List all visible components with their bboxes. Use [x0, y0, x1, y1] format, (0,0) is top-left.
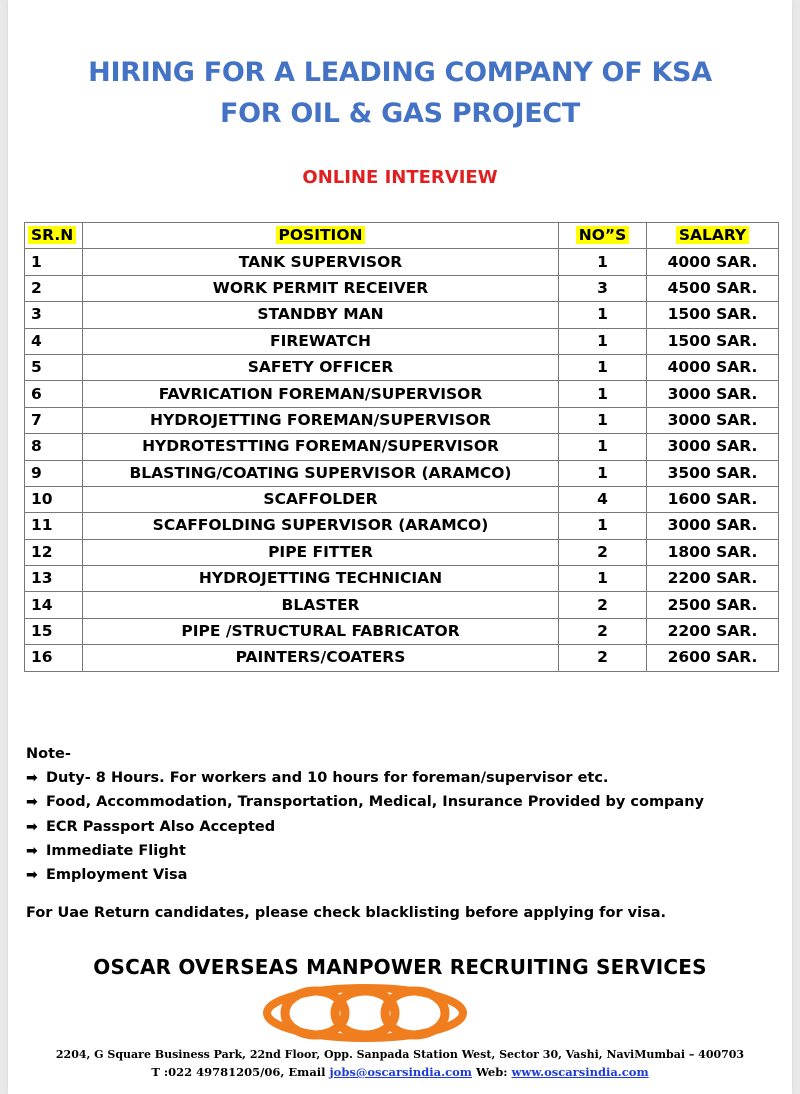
position-cell: FAVRICATION FOREMAN/SUPERVISOR	[83, 381, 559, 407]
sr-cell: 6	[25, 381, 83, 407]
table-row	[25, 434, 779, 460]
header-sr	[25, 223, 83, 249]
header-position	[83, 223, 559, 249]
note-text: ECR Passport Also Accepted	[46, 818, 276, 835]
note-item	[26, 839, 766, 863]
table-row	[25, 645, 779, 671]
sr-cell: 3	[25, 302, 83, 328]
website-link[interactable]: www.oscarsindia.com	[511, 1065, 649, 1079]
nos-cell: 1	[559, 407, 647, 433]
web-label: Web:	[471, 1065, 512, 1079]
table-row	[25, 275, 779, 301]
header-sr-label: SR.N	[28, 226, 76, 244]
table-row	[25, 460, 779, 486]
right-arrow-icon: ➡	[26, 770, 38, 787]
right-arrow-icon: ➡	[26, 867, 38, 884]
sr-cell: 10	[25, 486, 83, 512]
salary-cell: 2200 SAR.	[647, 618, 779, 644]
position-cell: PIPE /STRUCTURAL FABRICATOR	[83, 618, 559, 644]
right-arrow-icon: ➡	[26, 818, 38, 835]
position-cell: PAINTERS/COATERS	[83, 645, 559, 671]
flyer-page	[8, 0, 792, 1094]
sr-cell: 16	[25, 645, 83, 671]
table-row	[25, 618, 779, 644]
sr-cell: 15	[25, 618, 83, 644]
position-cell: SCAFFOLDING SUPERVISOR (ARAMCO)	[83, 513, 559, 539]
company-name: OSCAR OVERSEAS MANPOWER RECRUITING SERVICES	[93, 955, 707, 979]
header-nos	[559, 223, 647, 249]
position-cell: STANDBY MAN	[83, 302, 559, 328]
salary-cell: 4000 SAR.	[647, 354, 779, 380]
salary-cell: 1800 SAR.	[647, 539, 779, 565]
table-row	[25, 513, 779, 539]
position-cell: BLASTING/COATING SUPERVISOR (ARAMCO)	[83, 460, 559, 486]
position-cell: WORK PERMIT RECEIVER	[83, 275, 559, 301]
position-cell: HYDROJETTING TECHNICIAN	[83, 566, 559, 592]
nos-cell: 1	[559, 434, 647, 460]
header-position-label: POSITION	[276, 226, 366, 244]
notes-heading: Note-	[26, 746, 71, 762]
header-nos-label: NO”S	[576, 226, 630, 244]
nos-cell: 4	[559, 486, 647, 512]
header-salary-label: SALARY	[676, 226, 749, 244]
page-title-line1: HIRING FOR A LEADING COMPANY OF KSA	[88, 57, 712, 88]
note-item	[26, 790, 766, 814]
nos-cell: 1	[559, 249, 647, 275]
nos-cell: 1	[559, 302, 647, 328]
nos-cell: 2	[559, 592, 647, 618]
table-row	[25, 249, 779, 275]
table-body	[25, 249, 779, 671]
salary-cell: 1500 SAR.	[647, 302, 779, 328]
nos-cell: 1	[559, 354, 647, 380]
position-cell: BLASTER	[83, 592, 559, 618]
table-row	[25, 539, 779, 565]
note-item	[26, 766, 766, 790]
note-text: Food, Accommodation, Transportation, Medical, Insurance Provided by company	[46, 794, 704, 811]
position-cell: HYDROTESTTING FOREMAN/SUPERVISOR	[83, 434, 559, 460]
sr-cell: 2	[25, 275, 83, 301]
nos-cell: 2	[559, 618, 647, 644]
right-arrow-icon: ➡	[26, 842, 38, 859]
right-arrow-icon: ➡	[26, 794, 38, 811]
sr-cell: 4	[25, 328, 83, 354]
sr-cell: 11	[25, 513, 83, 539]
salary-cell: 2200 SAR.	[647, 566, 779, 592]
salary-cell: 1600 SAR.	[647, 486, 779, 512]
position-cell: SAFETY OFFICER	[83, 354, 559, 380]
nos-cell: 1	[559, 460, 647, 486]
note-item	[26, 863, 766, 887]
phone-text: T :022 49781205/06, Email	[151, 1065, 330, 1079]
nos-cell: 1	[559, 328, 647, 354]
note-text: Employment Visa	[46, 867, 188, 884]
nos-cell: 2	[559, 539, 647, 565]
salary-cell: 3000 SAR.	[647, 513, 779, 539]
table-row	[25, 592, 779, 618]
salary-cell: 4500 SAR.	[647, 275, 779, 301]
sr-cell: 12	[25, 539, 83, 565]
company-address: 2204, G Square Business Park, 22nd Floor, Opp. Sanpada Station West, Sector 30, Vashi, NaviMumbai – 400703	[55, 1048, 745, 1061]
table-row	[25, 328, 779, 354]
interview-mode-label: ONLINE INTERVIEW	[302, 167, 498, 188]
salary-cell: 3500 SAR.	[647, 460, 779, 486]
page-title-line2: FOR OIL & GAS PROJECT	[220, 98, 580, 129]
table-row	[25, 566, 779, 592]
salary-cell: 2500 SAR.	[647, 592, 779, 618]
sr-cell: 1	[25, 249, 83, 275]
note-item	[26, 815, 766, 839]
salary-cell: 4000 SAR.	[647, 249, 779, 275]
sr-cell: 7	[25, 407, 83, 433]
contact-line	[8, 1064, 792, 1080]
notes-section	[26, 742, 766, 887]
position-cell: FIREWATCH	[83, 328, 559, 354]
salary-cell: 3000 SAR.	[647, 381, 779, 407]
positions-table	[24, 222, 779, 672]
nos-cell: 1	[559, 566, 647, 592]
table-row	[25, 486, 779, 512]
table-header-row	[25, 223, 779, 249]
header-salary	[647, 223, 779, 249]
nos-cell: 2	[559, 645, 647, 671]
position-cell: TANK SUPERVISOR	[83, 249, 559, 275]
position-cell: HYDROJETTING FOREMAN/SUPERVISOR	[83, 407, 559, 433]
sr-cell: 8	[25, 434, 83, 460]
position-cell: PIPE FITTER	[83, 539, 559, 565]
table-row	[25, 354, 779, 380]
email-link[interactable]: jobs@oscarsindia.com	[329, 1065, 472, 1079]
salary-cell: 3000 SAR.	[647, 407, 779, 433]
nos-cell: 1	[559, 513, 647, 539]
sr-cell: 9	[25, 460, 83, 486]
table-row	[25, 302, 779, 328]
uae-return-notice: For Uae Return candidates, please check blacklisting before applying for visa.	[26, 905, 666, 921]
oscar-rings-logo-icon	[255, 983, 475, 1043]
sr-cell: 5	[25, 354, 83, 380]
sr-cell: 14	[25, 592, 83, 618]
salary-cell: 2600 SAR.	[647, 645, 779, 671]
nos-cell: 1	[559, 381, 647, 407]
table-row	[25, 407, 779, 433]
salary-cell: 1500 SAR.	[647, 328, 779, 354]
nos-cell: 3	[559, 275, 647, 301]
table-row	[25, 381, 779, 407]
note-text: Duty- 8 Hours. For workers and 10 hours for foreman/supervisor etc.	[46, 770, 609, 787]
sr-cell: 13	[25, 566, 83, 592]
note-text: Immediate Flight	[46, 842, 186, 859]
salary-cell: 3000 SAR.	[647, 434, 779, 460]
position-cell: SCAFFOLDER	[83, 486, 559, 512]
